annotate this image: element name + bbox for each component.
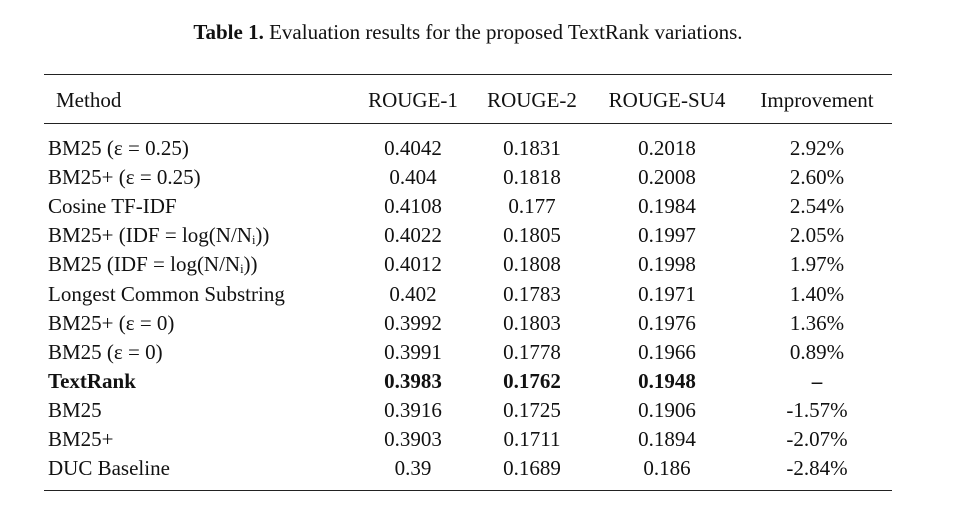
header-rougesu4: ROUGE-SU4 [608,88,726,112]
cell-rouge1: 0.3916 [384,397,442,422]
cell-improvement: 1.40% [789,281,845,306]
bottom-rule [44,490,892,491]
cell-improvement: -2.07% [786,427,848,451]
cell-rouge1: 0.39 [394,456,432,481]
cell-improvement: 0.89% [789,339,845,364]
header-method: Method [56,88,122,112]
header-improvement: Improvement [760,88,874,112]
cell-method: BM25 (IDF = log(N/Nᵢ)) [48,252,258,277]
cell-method: BM25 [48,397,102,422]
table-row [44,134,892,163]
cell-rouge2: 0.1808 [503,252,561,277]
cell-rougesu4: 0.1984 [638,194,696,219]
cell-rouge2: 0.1762 [503,368,561,393]
header-rouge2: ROUGE-2 [487,88,577,112]
cell-rouge1: 0.402 [389,281,437,306]
table-row [44,367,892,396]
cell-rougesu4: 0.1966 [638,339,696,364]
table-row [44,280,892,309]
cell-rouge1: 0.4042 [384,136,442,160]
cell-method: Longest Common Substring [48,281,285,306]
cell-improvement: 1.36% [789,310,845,335]
cell-rouge1: 0.3991 [384,339,442,364]
top-rule [44,74,892,75]
cell-rouge2: 0.1778 [503,339,561,364]
table-row [44,454,892,483]
cell-rougesu4: 0.1976 [638,310,696,335]
caption-label: Table 1. [193,20,264,44]
table-row [44,250,892,279]
cell-rouge2: 0.1803 [503,310,561,335]
table-row [44,338,892,367]
cell-improvement: 2.05% [789,223,845,248]
cell-improvement: 2.92% [789,136,845,160]
cell-improvement: – [811,368,823,393]
table-row [44,309,892,338]
table-row [44,221,892,250]
cell-method: BM25 (ε = 0.25) [48,136,189,160]
header-rouge1: ROUGE-1 [368,88,458,112]
cell-rouge2: 0.1783 [503,281,561,306]
cell-rouge1: 0.4012 [384,252,442,277]
cell-method: BM25+ (IDF = log(N/Nᵢ)) [48,223,270,248]
cell-improvement: 1.97% [789,252,845,277]
cell-method: DUC Baseline [48,456,170,481]
cell-rougesu4: 0.1997 [638,223,696,248]
cell-method: BM25+ (ε = 0) [48,310,175,335]
caption-text: Evaluation results for the proposed TextRank variations. [263,20,743,44]
cell-rouge1: 0.4022 [384,223,442,248]
cell-rouge2: 0.1689 [503,456,561,481]
cell-rougesu4: 0.186 [643,456,691,481]
cell-rougesu4: 0.1894 [638,427,696,451]
cell-rouge1: 0.3992 [384,310,442,335]
cell-rouge2: 0.1725 [503,397,561,422]
cell-rouge1: 0.404 [389,165,437,190]
cell-rouge1: 0.3903 [384,427,442,451]
table-row [44,192,892,221]
cell-rouge2: 0.177 [508,194,556,219]
cell-rougesu4: 0.1906 [638,397,696,422]
cell-method: BM25+ (ε = 0.25) [48,165,201,190]
cell-rouge1: 0.3983 [384,368,442,393]
cell-rouge2: 0.1805 [503,223,561,248]
cell-rougesu4: 0.2018 [638,136,696,160]
cell-improvement: -2.84% [786,456,848,481]
cell-improvement: 2.54% [789,194,845,219]
cell-rouge1: 0.4108 [384,194,442,219]
cell-rougesu4: 0.2008 [638,165,696,190]
cell-improvement: 2.60% [789,165,845,190]
header-rule [44,123,892,124]
cell-rougesu4: 0.1971 [638,281,696,306]
cell-method: BM25 (ε = 0) [48,339,163,364]
cell-rougesu4: 0.1948 [638,368,696,393]
table-header [44,86,892,115]
cell-method: TextRank [48,368,136,393]
cell-rouge2: 0.1831 [503,136,561,160]
cell-improvement: -1.57% [786,397,848,422]
cell-method: BM25+ [48,427,114,451]
table-row [44,163,892,192]
table-row [44,425,892,454]
table-row [44,396,892,425]
cell-rouge2: 0.1818 [503,165,561,190]
cell-method: Cosine TF-IDF [48,194,177,219]
cell-rouge2: 0.1711 [503,427,561,451]
table-caption [0,20,936,45]
cell-rougesu4: 0.1998 [638,252,696,277]
